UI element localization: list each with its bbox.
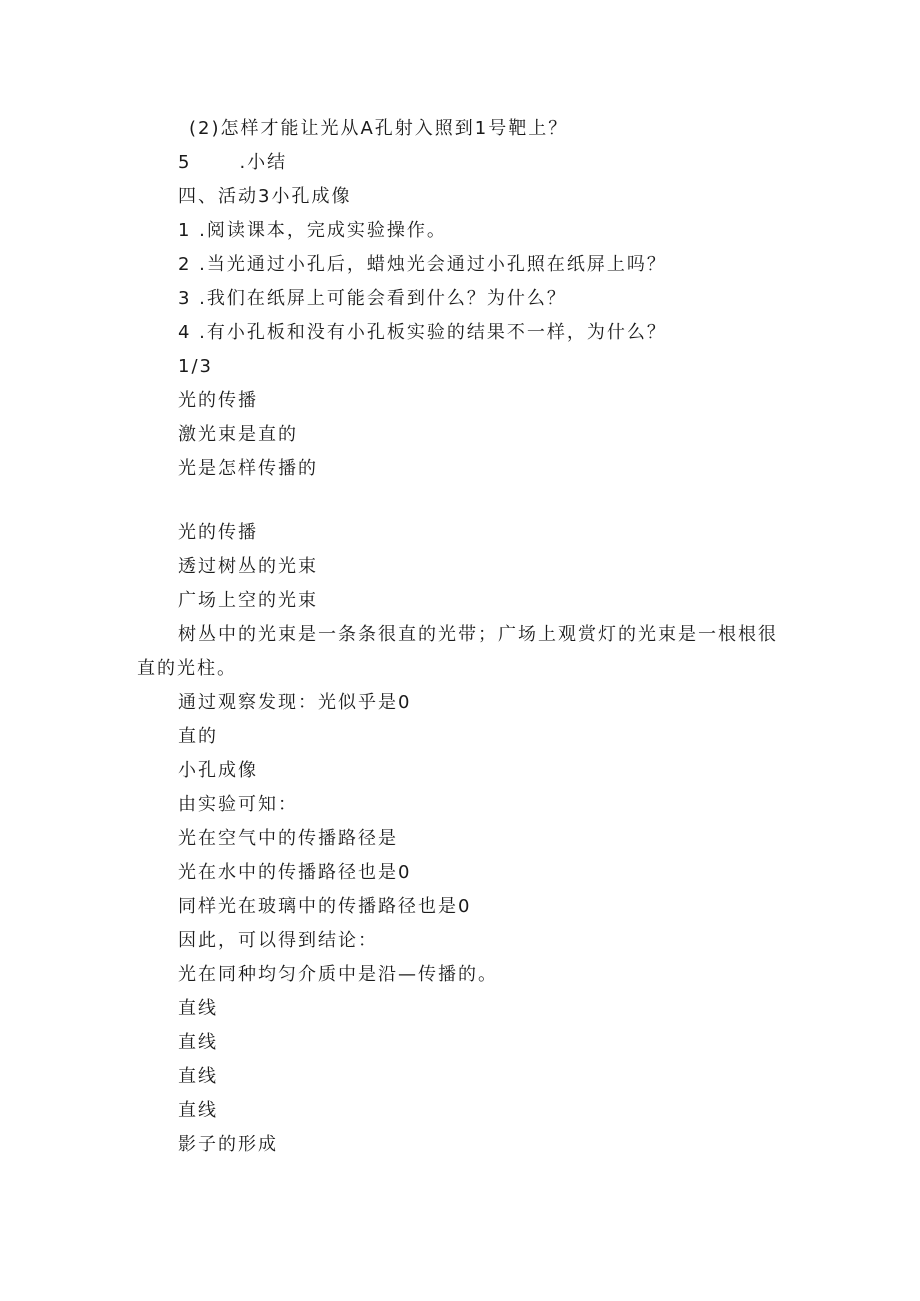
answer-line: 直线 bbox=[178, 1032, 218, 1053]
slide-title: 影子的形成 bbox=[178, 1134, 278, 1155]
text-line: 激光束是直的 bbox=[178, 424, 298, 445]
section-title: .小结 bbox=[239, 152, 288, 173]
question-2: (2)怎样才能让光从A孔射入照到1号靶上？ bbox=[189, 118, 569, 139]
text-line: 通过观察发现：光似乎是0 bbox=[178, 692, 412, 713]
text-line: 因此，可以得到结论： bbox=[178, 930, 378, 951]
list-item: 4 .有小孔板和没有小孔板实验的结果不一样，为什么？ bbox=[178, 322, 667, 343]
text-line: 光是怎样传播的 bbox=[178, 458, 318, 479]
answer-line: 直线 bbox=[178, 1066, 218, 1087]
list-item: 2 .当光通过小孔后，蜡烛光会通过小孔照在纸屏上吗？ bbox=[178, 254, 667, 275]
answer-line: 直线 bbox=[178, 998, 218, 1019]
conclusion-line: 光在同种均匀介质中是沿—传播的。 bbox=[178, 964, 498, 985]
slide-title: 小孔成像 bbox=[178, 760, 258, 781]
list-item: 1 .阅读课本，完成实验操作。 bbox=[178, 220, 447, 241]
list-item: 3 .我们在纸屏上可能会看到什么？为什么？ bbox=[178, 288, 567, 309]
slide-title: 光的传播 bbox=[178, 390, 258, 411]
text-line: 光在空气中的传播路径是 bbox=[178, 828, 398, 849]
paragraph-continuation: 直的光柱。 bbox=[137, 658, 237, 679]
answer-line: 直线 bbox=[178, 1100, 218, 1121]
text-line: 由实验可知： bbox=[178, 794, 298, 815]
paragraph-line: 树丛中的光束是一条条很直的光带；广场上观赏灯的光束是一根根很 bbox=[178, 624, 778, 645]
page-number: 1/3 bbox=[178, 356, 213, 377]
text-line: 同样光在玻璃中的传播路径也是0 bbox=[178, 896, 472, 917]
text-line: 光在水中的传播路径也是0 bbox=[178, 862, 412, 883]
activity-3-heading: 四、活动3小孔成像 bbox=[178, 186, 352, 207]
slide-title: 光的传播 bbox=[178, 522, 258, 543]
section-number: 5 bbox=[178, 152, 192, 173]
section-5-heading bbox=[178, 151, 287, 175]
text-line: 透过树丛的光束 bbox=[178, 556, 318, 577]
text-line: 广场上空的光束 bbox=[178, 590, 318, 611]
text-line: 直的 bbox=[178, 726, 218, 747]
